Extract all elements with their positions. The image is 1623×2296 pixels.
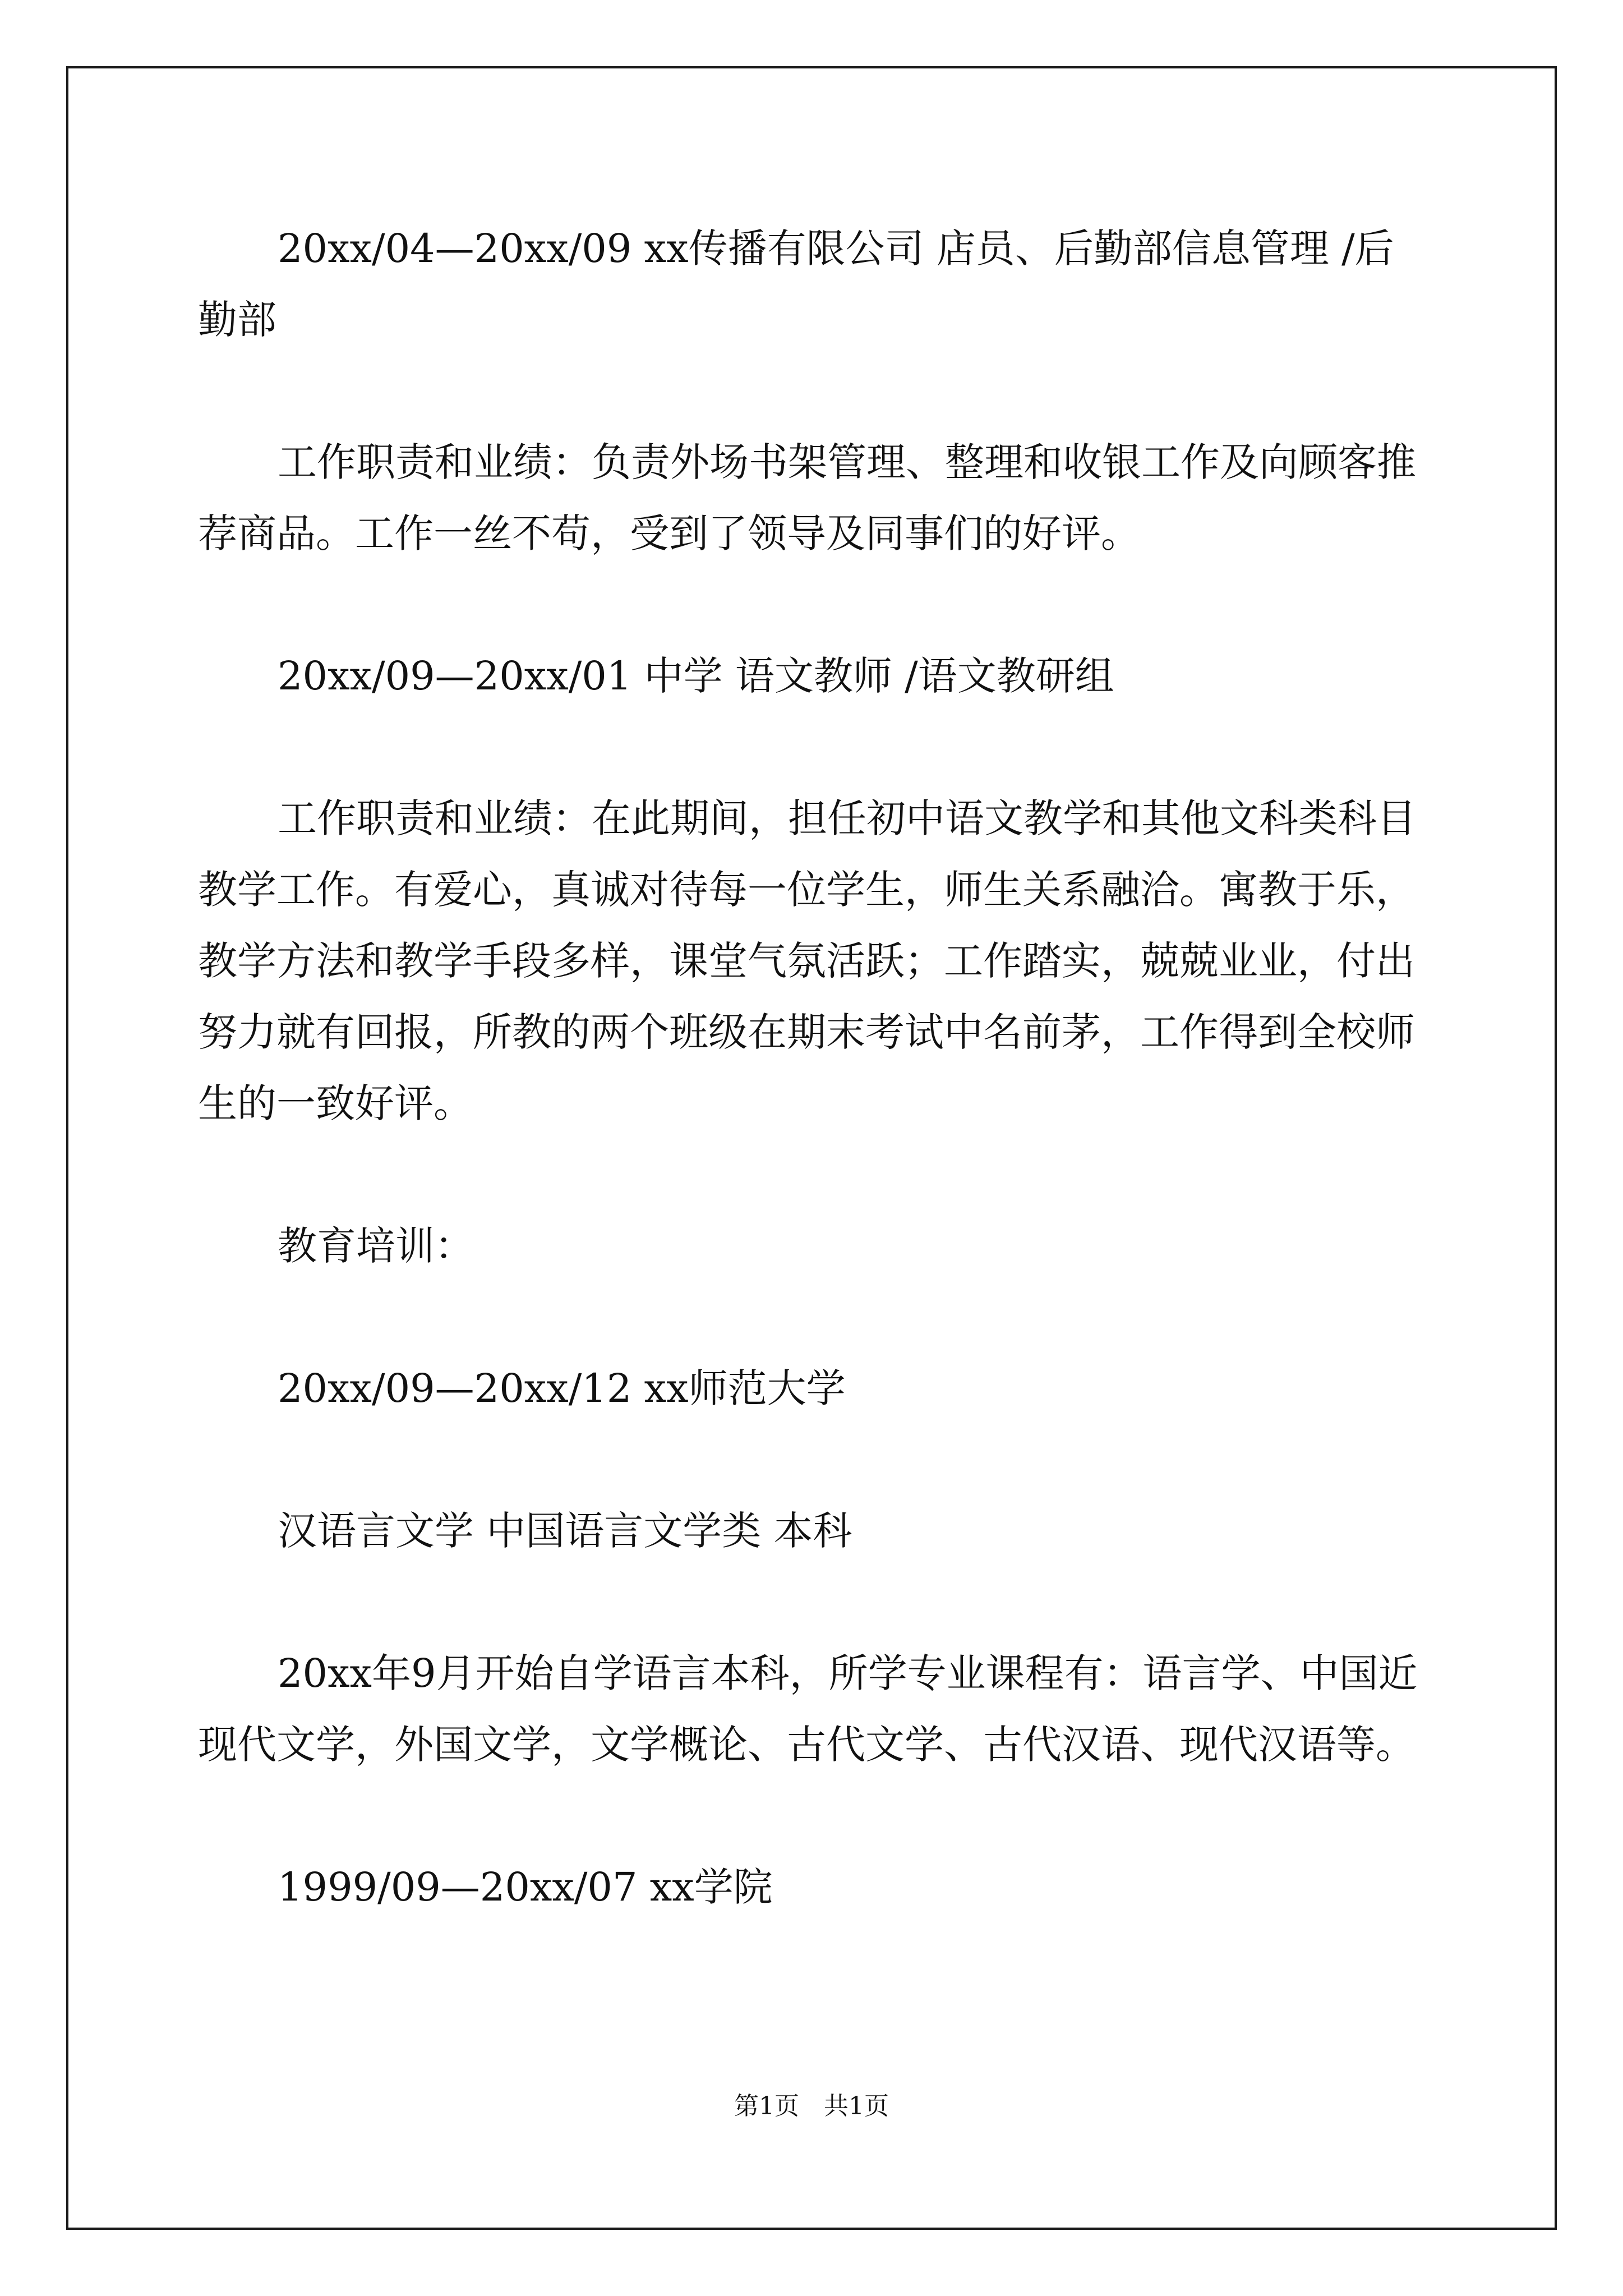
paragraph-education-1-details: 20xx年9月开始自学语言本科，所学专业课程有：语言学、中国近现代文学，外国文学，文学概论、古代文学、古代汉语、现代汉语等。: [198, 1650, 1418, 1768]
paragraph-education-1-header: 20xx/09—20xx/12 xx师范大学: [278, 1365, 846, 1411]
paragraph-job-2-duties: 工作职责和业绩：在此期间，担任初中语文教学和其他文科类科目教学工作。有爱心，真诚对待每一位学生，师生关系融洽。寓教于乐，教学方法和教学手段多样，课堂气氛活跃；工作踏实，兢兢业业，付出努力就有回报，所教的两个班级在期末考试中名前茅，工作得到全校师生的一致好评。: [198, 795, 1416, 1126]
paragraph-job-1-header: 20xx/04—20xx/09 xx传播有限公司 店员、后勤部信息管理 /后勤部: [198, 226, 1394, 343]
paragraph-education-heading: 教育培训：: [278, 1223, 474, 1269]
paragraph-education-1-major: 汉语言文学 中国语言文学类 本科: [278, 1508, 852, 1554]
paragraph-job-1-duties: 工作职责和业绩：负责外场书架管理、整理和收银工作及向顾客推荐商品。工作一丝不苟，受到了领导及同事们的好评。: [198, 439, 1416, 556]
document-body: [198, 213, 1426, 1923]
page-footer: 第1页 共1页: [734, 2092, 889, 2120]
paragraph-job-2-header: 20xx/09—20xx/01 中学 语文教师 /语文教研组: [278, 653, 1114, 699]
paragraph-education-2-header: 1999/09—20xx/07 xx学院: [278, 1864, 773, 1910]
